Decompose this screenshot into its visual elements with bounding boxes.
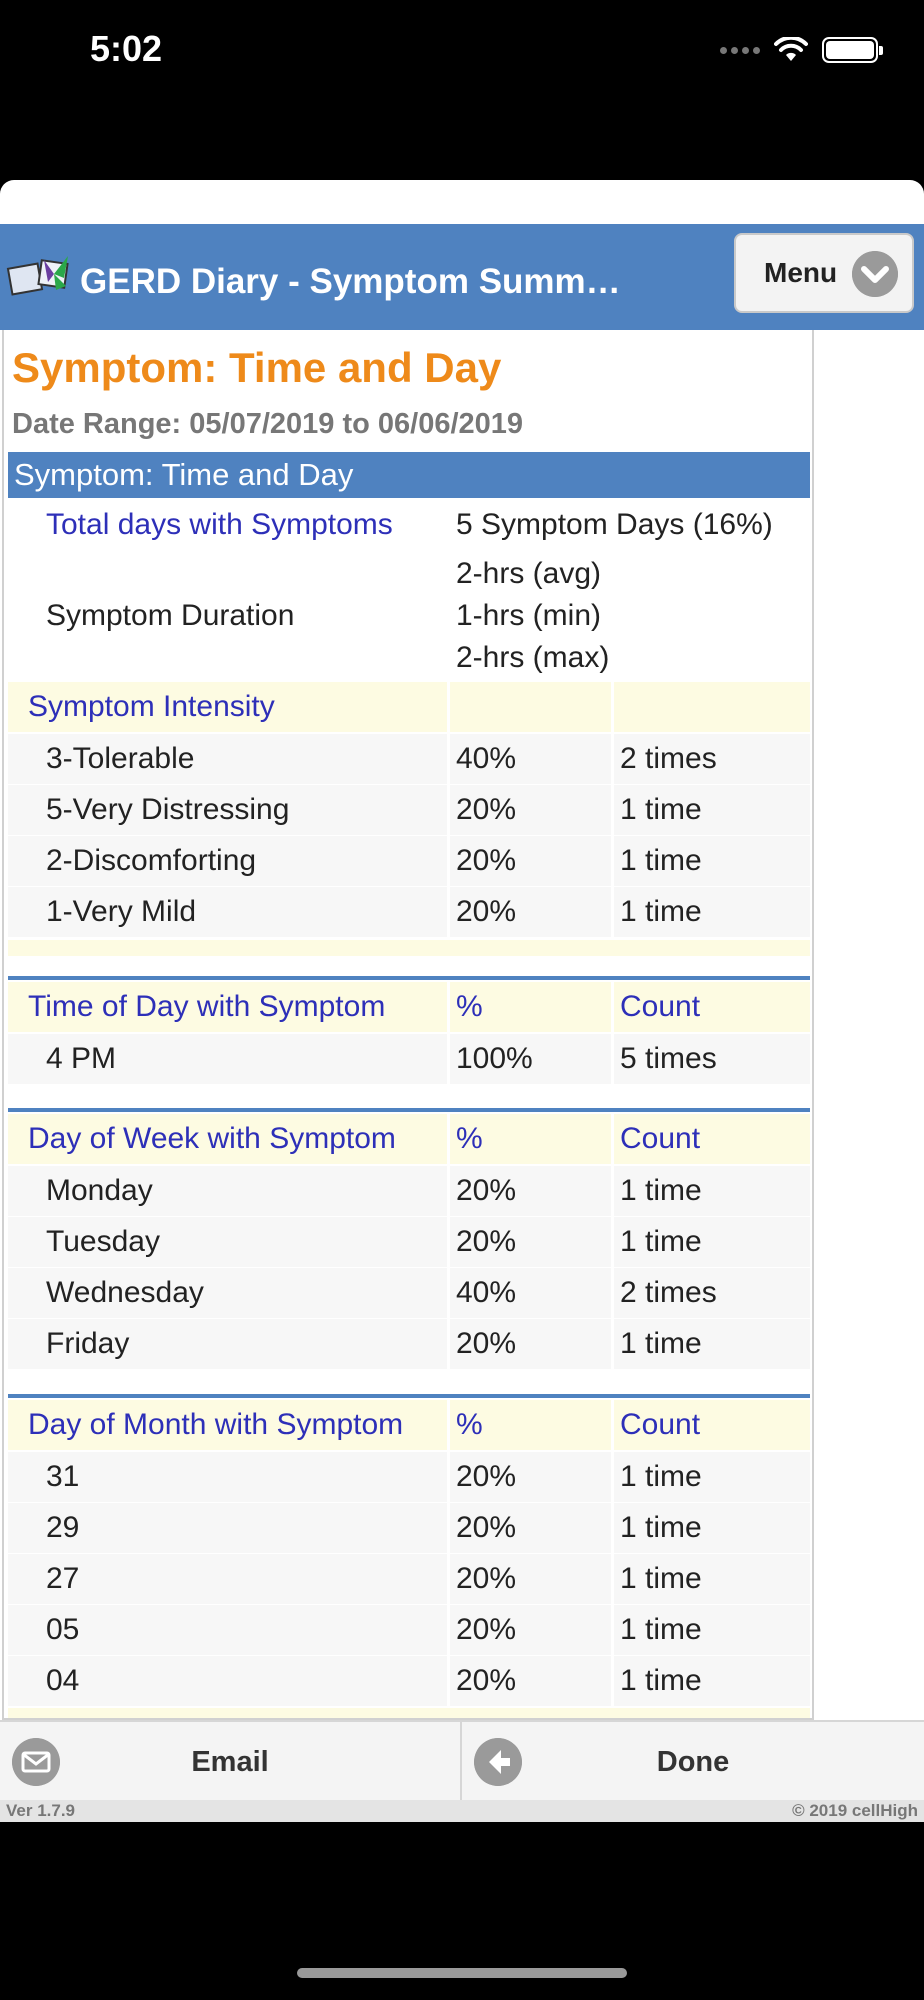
section-spacer [8,1708,810,1720]
total-days-label[interactable]: Total days with Symptoms [46,508,393,541]
footer-toolbar [0,1720,924,1800]
menu-button[interactable] [734,233,914,313]
table-row: Monday 20% 1 time [8,1166,810,1216]
day-of-week-header: Day of Week with Symptom [8,1114,450,1164]
chevron-down-icon [852,251,898,297]
table-row: 05 20% 1 time [8,1605,810,1655]
date-range: Date Range: 05/07/2019 to 06/06/2019 [12,408,524,440]
status-bar [0,0,924,100]
status-time: 5:02 [90,28,163,69]
version-bar [0,1800,924,1822]
envelope-icon [12,1738,60,1786]
table-row: 5-Very Distressing 20% 1 time [8,785,810,835]
done-button[interactable] [462,1722,924,1802]
wifi-icon [774,37,808,63]
day-of-month-header-row: Day of Month with Symptom % Count [8,1400,810,1450]
duration-values [450,552,810,680]
report-content [2,330,814,1720]
email-button[interactable] [0,1722,462,1802]
table-row: 1-Very Mild 20% 1 time [8,887,810,937]
table-row: 3-Tolerable 40% 2 times [8,734,810,784]
duration-min: 1-hrs (min) [456,599,602,632]
duration-label: Symptom Duration [46,599,295,632]
table-row: 31 20% 1 time [8,1452,810,1502]
table-row: 2-Discomforting 20% 1 time [8,836,810,886]
header-title: GERD Diary - Symptom Summ… [80,262,621,301]
table-row: 4 PM 100% 5 times [8,1034,810,1084]
copyright-text: © 2019 cellHigh [792,1801,918,1820]
section-divider [8,1108,810,1112]
home-indicator[interactable] [297,1968,627,1978]
done-label: Done [656,1745,730,1778]
table-row: 04 20% 1 time [8,1656,810,1706]
intensity-header-row [8,682,810,732]
day-of-month-header: Day of Month with Symptom [8,1400,450,1450]
summary-row-total [8,500,810,550]
day-of-week-header-row: Day of Week with Symptom % Count [8,1114,810,1164]
table-row: 29 20% 1 time [8,1503,810,1553]
right-gutter [814,330,924,1720]
duration-max: 2-hrs (max) [456,641,610,674]
table-row: Tuesday 20% 1 time [8,1217,810,1267]
back-arrow-icon [474,1738,522,1786]
cellular-signal-icon [720,47,760,54]
battery-icon [822,37,878,63]
time-of-day-header-row: Time of Day with Symptom % Count [8,982,810,1032]
email-label: Email [191,1745,269,1778]
page-title: Symptom: Time and Day [12,344,502,391]
total-days-value: 5 Symptom Days (16%) [456,508,773,541]
summary-row-duration [8,552,810,680]
section-divider [8,976,810,980]
version-text: Ver 1.7.9 [6,1801,76,1820]
section-spacer [8,940,810,956]
header-bar [0,224,924,330]
status-icons [720,32,878,68]
section-divider [8,1394,810,1398]
duration-avg: 2-hrs (avg) [456,557,602,590]
time-of-day-header: Time of Day with Symptom [8,982,450,1032]
table-row: 27 20% 1 time [8,1554,810,1604]
app-logo-icon [6,252,78,302]
section-header: Symptom: Time and Day [8,452,810,498]
intensity-header: Symptom Intensity [8,682,450,732]
app-window [0,180,924,1822]
table-row: Wednesday 40% 2 times [8,1268,810,1318]
menu-label: Menu [764,257,838,288]
table-row: Friday 20% 1 time [8,1319,810,1369]
